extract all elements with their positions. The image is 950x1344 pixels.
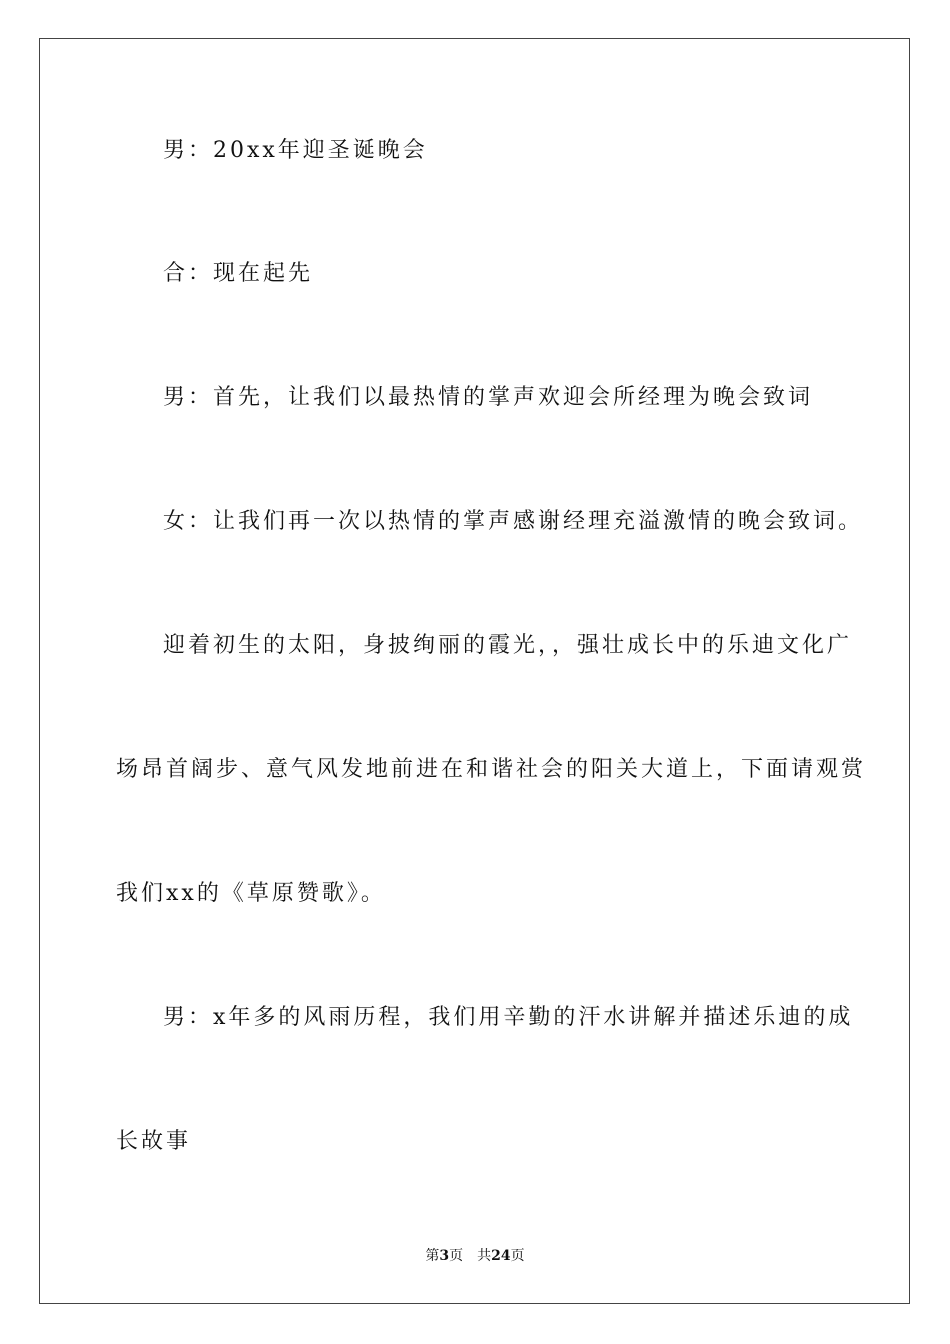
paragraph-line: 女：让我们再一次以热情的掌声感谢经理充溢激情的晚会致词。 (163, 509, 864, 534)
paragraph-line: 迎着初生的太阳，身披绚丽的霞光，，强壮成长中的乐迪文化广 (163, 633, 853, 658)
paragraph-line: 男：首先，让我们以最热情的掌声欢迎会所经理为晚会致词 (163, 385, 814, 410)
paragraph-line: 场昂首阔步、意气风发地前进在和谐社会的阳关大道上，下面请观赏 (116, 757, 867, 782)
page-footer (0, 1246, 950, 1266)
total-pages: 24 (491, 1248, 511, 1264)
total-suffix: 页 (510, 1248, 525, 1264)
page-border (39, 38, 910, 1304)
paragraph-line: 我们xx的《草原赞歌》。 (116, 881, 386, 906)
paragraph-line: 长故事 (116, 1129, 192, 1154)
paragraph-line: 男：x年多的风雨历程，我们用辛勤的汗水讲解并描述乐迪的成 (163, 1005, 854, 1030)
page-number: 3 (439, 1248, 450, 1264)
paragraph-line: 合：现在起先 (163, 261, 314, 286)
page-prefix: 第 (425, 1248, 440, 1264)
page-suffix: 页 (449, 1248, 464, 1264)
total-prefix: 共 (477, 1248, 492, 1264)
paragraph-line: 男：20xx年迎圣诞晚会 (163, 138, 428, 163)
